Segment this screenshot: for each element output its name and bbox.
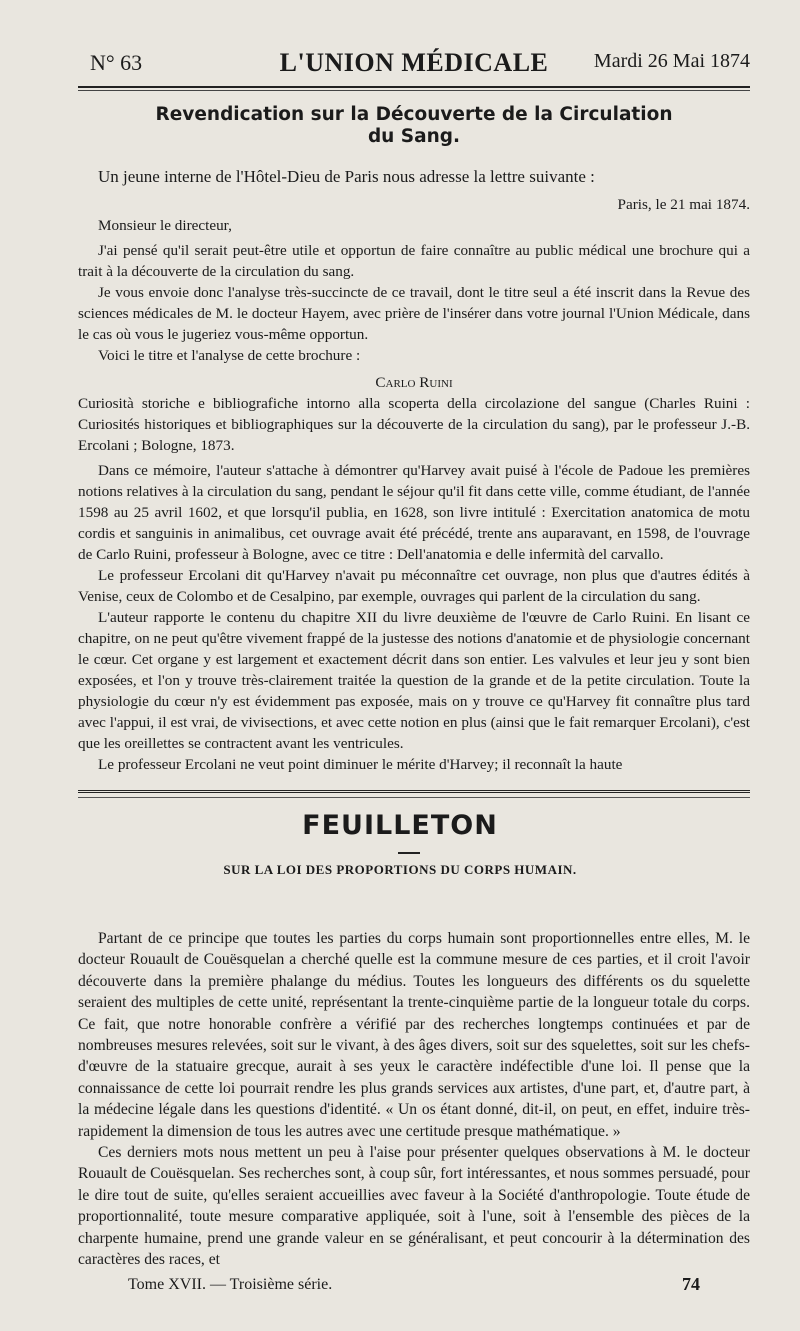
page-number: 74 <box>682 1274 700 1294</box>
article-title <box>78 104 750 148</box>
feuilleton-paragraph: Ces derniers mots nous mettent un peu à l'aise pour présenter quelques observations à M. le docteur Rouault de Couësquelan. Ses recherches sont, à coup sûr, fort intéressantes, et nous sommes persuadé, pour le dire tout de suite, qu'elles seraient accueillies avec faveur à la Société d'anthropologie. Toute étude de proportionnalité, toute mesure comparative appliquée, soit à l'une, soit à l'ensemble des pièces de la charpente humaine, prend une grande valeur en se généralisant, et peut concourir à la détermination des caractères des races, et <box>78 1144 750 1269</box>
feuilleton-subtitle: SUR LA LOI DES PROPORTIONS DU CORPS HUMAIN. <box>223 862 577 877</box>
feuilleton-body <box>78 928 750 1271</box>
issue-date: Mardi 26 Mai 1874 <box>593 50 750 72</box>
article-intro: Un jeune interne de l'Hôtel-Dieu de Paris nous adresse la lettre suivante : <box>98 167 595 186</box>
article-title-line1: Revendication sur la Découverte de la Circulation <box>155 104 673 125</box>
feuilleton-paragraph: Partant de ce principe que toutes les parties du corps humain sont proportionnelles entre elles, M. le docteur Rouault de Couësquelan a cherché quelle est la commune mesure de ces parties, et il croit l'avoir découverte dans la première phalange du médius. Toutes les longueurs des différents os du squelette seraient des multiples de cette unité, représentant la trente-cinquième partie de la longueur totale du corps. Ce fait, que notre honorable confrère a vérifié par des recherches longtemps continuées et par de nombreuses mesures relevées, soit sur le vivant, à des âges divers, soit sur des squelettes, soit sur les chefs-d'œuvre de la statuaire grecque, aurait à ses yeux le caractère indéfectible d'une loi. Il pense que la connaissance de cette loi pourrait rendre les plus grands services aux artistes, d'une part, et, d'autre part, à la médecine légale dans les questions d'identité. « Un os étant donné, dit-il, on peut, en effet, induire très-rapidement la dimension de tous les autres avec une certitude presque mathématique. » <box>78 930 750 1140</box>
header-rule <box>78 86 750 88</box>
book-citation: Curiosità storiche e bibliografiche intorno alla scoperta della circolazione del sangue (Charles Ruini : Curiosités historiques et bibliographiques sur la découverte de la circulation du sang), par le professeur J.-B. Ercolani ; Bologne, 1873. <box>78 395 750 454</box>
page-footer <box>128 1276 700 1300</box>
author-name: Carlo Ruini <box>375 374 453 391</box>
section-separator <box>78 790 750 793</box>
article-paragraph: Dans ce mémoire, l'auteur s'attache à démontrer qu'Harvey avait puisé à l'école de Padoue les premières notions relatives à la circulation du sang, pendant le séjour qu'il fit dans cette ville, comme étudiant, de l'année 1598 au 25 avril 1602, et que lorsqu'il publia, en 1628, son livre intitulé : Exercitation anatomica de motu cordis et sanguinis in animalibus, cet ouvrage avait été précédé, trente ans auparavant, en 1598, de l'ouvrage de Carlo Ruini, professeur à Bologne, avec ce titre : Dell'anatomia e delle infermità del carvallo. <box>78 462 750 563</box>
section-separator-thin <box>78 797 750 798</box>
article-title-line2: du Sang. <box>367 126 461 147</box>
letter-salutation: Monsieur le directeur, <box>98 217 232 234</box>
article-paragraph: Le professeur Ercolani dit qu'Harvey n'avait pu méconnaître cet ouvrage, non plus que d'autres édités à Venise, ceux de Colombo et de Cesalpino, par exemple, ouvrages qui parlent de la circulation du sang. <box>78 567 750 605</box>
header-rule-thin <box>78 90 750 91</box>
journal-title: L'UNION MÉDICALE <box>279 48 549 77</box>
issue-number: N° 63 <box>90 50 143 75</box>
article-paragraph: J'ai pensé qu'il serait peut-être utile et opportun de faire connaître au public médical une brochure qui a trait à la découverte de la circulation du sang. <box>78 242 750 280</box>
article-body <box>78 166 750 775</box>
letter-dateline: Paris, le 21 mai 1874. <box>617 196 750 213</box>
article-paragraph: L'auteur rapporte le contenu du chapitre XII du livre deuxième de l'œuvre de Carlo Ruini. En lisant ce chapitre, on ne peut qu'être vivement frappé de la justesse des notions d'anatomie et de physiologie concernant le cœur. Cet organe y est largement et exactement décrit dans son entier. Les valvules et leur jeu y sont bien exposées, et l'on y trouve très-clairement traitée la question de la grande et de la petite circulation. Toute la physiologie du cœur n'y est évidemment pas exposée, mais on y trouve ce qu'Harvey fit connaître plus tard avec l'appui, il est vrai, de vivisections, et avec cette notion en plus (ainsi que le fait remarquer Ercolani), c'est que les oreillettes se contractent avant les ventricules. <box>78 609 750 752</box>
article-paragraph: Je vous envoie donc l'analyse très-succincte de ce travail, dont le titre seul a été inscrit dans la Revue des sciences médicales de M. le docteur Hayem, avec prière de l'insérer dans votre journal l'Union Médicale, dans le cas où vous le jugeriez vous-même opportun. <box>78 284 750 343</box>
article-paragraph: Le professeur Ercolani ne veut point diminuer le mérite d'Harvey; il reconnaît la haute <box>98 756 623 773</box>
page-header <box>78 44 750 84</box>
article-paragraph: Voici le titre et l'analyse de cette brochure : <box>98 347 361 364</box>
volume-info: Tome XVII. — Troisième série. <box>128 1276 333 1293</box>
feuilleton-heading: FEUILLETON <box>302 810 498 841</box>
feuilleton-dash <box>398 852 420 854</box>
